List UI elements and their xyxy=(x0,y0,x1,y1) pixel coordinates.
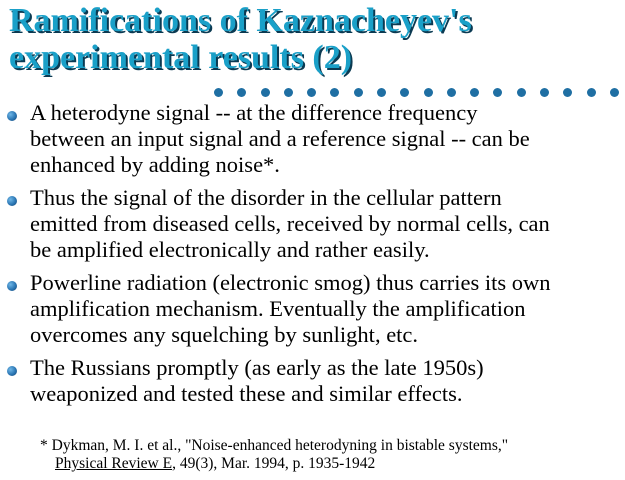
bullet-text xyxy=(30,270,625,348)
footnote-citation: * Dykman, M. I. et al., "Noise-enhanced heterodyning in bistable systems," xyxy=(40,437,509,454)
rule-dot xyxy=(354,88,363,97)
bullet-text xyxy=(30,355,625,407)
bullet-line: between an input signal and a reference signal -- can be xyxy=(30,126,530,151)
slide-title-line-2: experimental results (2) xyxy=(9,39,353,76)
rule-dot xyxy=(400,88,409,97)
rule-dot xyxy=(587,88,596,97)
bullet-line: emitted from diseased cells, received by normal cells, can xyxy=(30,211,550,236)
rule-dot xyxy=(493,88,502,97)
bullet-text xyxy=(30,185,625,263)
bullet-item-4 xyxy=(0,355,625,407)
bullet-line: amplification mechanism. Eventually the amplification xyxy=(30,296,526,321)
rule-dot xyxy=(540,88,549,97)
bullet-dot-icon xyxy=(7,196,17,206)
bullet-line: Thus the signal of the disorder in the cellular pattern xyxy=(30,185,502,210)
footnote xyxy=(40,437,620,473)
bullet-line: enhanced by adding noise*. xyxy=(30,152,280,177)
footnote-journal: Physical Review E xyxy=(55,455,173,472)
rule-dot xyxy=(517,88,526,97)
bullet-line: A heterodyne signal -- at the difference frequency xyxy=(30,100,478,125)
rule-dot xyxy=(470,88,479,97)
rule-dot xyxy=(563,88,572,97)
bullet-line: Powerline radiation (electronic smog) thus carries its own xyxy=(30,270,551,295)
rule-dot xyxy=(307,88,316,97)
bullet-item-3 xyxy=(0,270,625,348)
rule-dot xyxy=(214,88,223,97)
rule-dot xyxy=(330,88,339,97)
bullet-line: be amplified electronically and rather easily. xyxy=(30,237,430,262)
bullet-line: weaponized and tested these and similar effects. xyxy=(30,381,463,406)
bullet-line: overcomes any squelching by sunlight, etc. xyxy=(30,322,419,347)
rule-dot xyxy=(377,88,386,97)
bullet-text xyxy=(30,100,625,178)
rule-dot xyxy=(284,88,293,97)
rule-dot xyxy=(610,88,619,97)
rule-dot xyxy=(424,88,433,97)
bullet-dot-icon xyxy=(7,281,17,291)
slide-title-line-1: Ramifications of Kaznacheyev's xyxy=(9,2,472,39)
dotted-rule xyxy=(214,86,619,98)
bullet-dot-icon xyxy=(7,366,17,376)
rule-dot xyxy=(237,88,246,97)
bullet-dot-icon xyxy=(7,111,17,121)
rule-dot xyxy=(261,88,270,97)
bullet-line: The Russians promptly (as early as the late 1950s) xyxy=(30,355,484,380)
footnote-source xyxy=(40,455,620,473)
bullet-item-2 xyxy=(0,185,625,263)
slide-title xyxy=(9,2,619,76)
rule-dot xyxy=(447,88,456,97)
bullet-item-1 xyxy=(0,100,625,178)
footnote-details: , 49(3), Mar. 1994, p. 1935-1942 xyxy=(172,455,376,472)
bullet-list xyxy=(0,100,625,414)
